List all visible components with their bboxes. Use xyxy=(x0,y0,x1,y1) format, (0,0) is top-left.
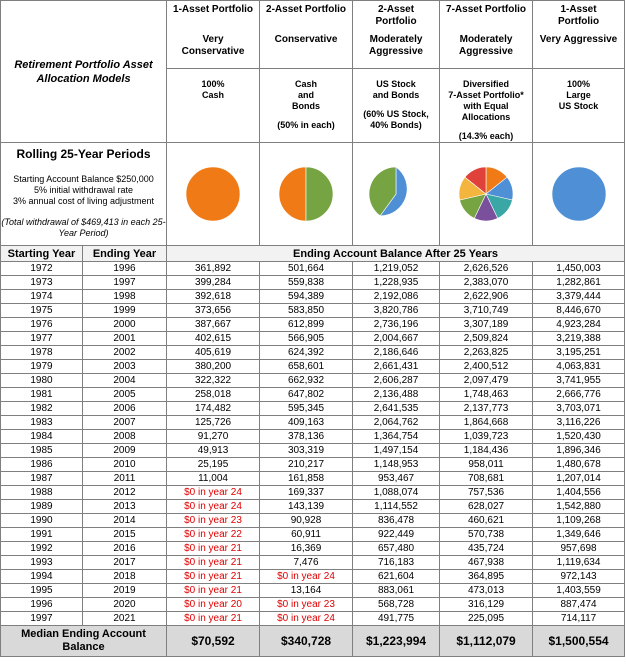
balance-cell: 1,109,268 xyxy=(533,514,625,528)
portfolio-header-5 xyxy=(533,1,625,143)
portfolio-header-3 xyxy=(353,1,440,143)
balance-cell: 1,349,646 xyxy=(533,528,625,542)
ending-year-cell: 1996 xyxy=(83,262,167,276)
portfolio-name: 7-Asset Portfolio xyxy=(446,4,527,15)
portfolio-note: (14.3% each) xyxy=(458,131,514,141)
balance-cell: 3,741,955 xyxy=(533,374,625,388)
ending-year-cell: 2005 xyxy=(83,388,167,402)
ending-year-cell: 2007 xyxy=(83,416,167,430)
balance-cell: 11,004 xyxy=(167,472,260,486)
balance-cell: 1,207,014 xyxy=(533,472,625,486)
pie-chart-5 xyxy=(549,164,609,224)
ending-year-cell: 2015 xyxy=(83,528,167,542)
pie-chart-3 xyxy=(366,164,426,224)
pie-chart-1 xyxy=(183,164,243,224)
table-row xyxy=(1,612,625,626)
portfolio-description-line: Allocations xyxy=(461,112,511,122)
balance-cell: 3,703,071 xyxy=(533,402,625,416)
balance-cell: 2,400,512 xyxy=(440,360,533,374)
portfolio-description-line: 100% xyxy=(201,79,225,89)
balance-cell: 13,164 xyxy=(260,584,353,598)
table-row xyxy=(1,388,625,402)
starting-year-cell: 1996 xyxy=(1,598,83,612)
col-starting-year: Starting Year xyxy=(1,246,83,262)
balance-cell: 953,467 xyxy=(353,472,440,486)
balance-cell: 2,661,431 xyxy=(353,360,440,374)
starting-year-cell: 1995 xyxy=(1,584,83,598)
balance-cell: 373,656 xyxy=(167,304,260,318)
balance-cell: $0 in year 22 xyxy=(167,528,260,542)
balance-cell: 25,195 xyxy=(167,458,260,472)
balance-cell: 364,895 xyxy=(440,570,533,584)
rolling-periods-cell xyxy=(1,143,167,246)
ending-year-cell: 2012 xyxy=(83,486,167,500)
balance-cell: 1,148,953 xyxy=(353,458,440,472)
balance-cell: 612,899 xyxy=(260,318,353,332)
col-ending-year: Ending Year xyxy=(83,246,167,262)
ending-year-cell: 2009 xyxy=(83,444,167,458)
balance-cell: 174,482 xyxy=(167,402,260,416)
balance-cell: 399,284 xyxy=(167,276,260,290)
balance-cell: 2,626,526 xyxy=(440,262,533,276)
starting-year-cell: 1975 xyxy=(1,304,83,318)
balance-cell: 1,282,861 xyxy=(533,276,625,290)
portfolio-description xyxy=(440,68,532,142)
balance-cell: 836,478 xyxy=(353,514,440,528)
starting-year-cell: 1972 xyxy=(1,262,83,276)
pie-chart-2 xyxy=(276,164,336,224)
portfolio-description xyxy=(533,68,624,112)
starting-year-cell: 1988 xyxy=(1,486,83,500)
pie-cell-1 xyxy=(167,143,260,246)
balance-cell: 2,186,646 xyxy=(353,346,440,360)
ending-year-cell: 2014 xyxy=(83,514,167,528)
balance-cell: 3,379,444 xyxy=(533,290,625,304)
portfolio-note: (60% US Stock, 40% Bonds) xyxy=(363,109,429,130)
portfolio-description-line: US Stock xyxy=(558,101,599,111)
ending-year-cell: 2020 xyxy=(83,598,167,612)
portfolio-description-line: Cash xyxy=(202,90,225,100)
portfolio-description-line: with Equal xyxy=(463,101,509,111)
balance-cell: $0 in year 24 xyxy=(260,570,353,584)
portfolio-header-2 xyxy=(260,1,353,143)
balance-cell: 392,618 xyxy=(167,290,260,304)
balance-cell: 161,858 xyxy=(260,472,353,486)
balance-cell: 662,932 xyxy=(260,374,353,388)
balance-cell: 2,736,196 xyxy=(353,318,440,332)
ending-year-cell: 2011 xyxy=(83,472,167,486)
starting-year-cell: 1979 xyxy=(1,360,83,374)
table-row xyxy=(1,500,625,514)
balance-cell: 225,095 xyxy=(440,612,533,626)
balance-cell: 2,622,906 xyxy=(440,290,533,304)
balance-cell: 957,698 xyxy=(533,542,625,556)
ending-year-cell: 2001 xyxy=(83,332,167,346)
balance-cell: 60,911 xyxy=(260,528,353,542)
starting-year-cell: 1978 xyxy=(1,346,83,360)
balance-cell: 435,724 xyxy=(440,542,533,556)
balance-cell: $0 in year 24 xyxy=(167,500,260,514)
balance-cell: 2,064,762 xyxy=(353,416,440,430)
table-row xyxy=(1,430,625,444)
balance-cell: 1,228,935 xyxy=(353,276,440,290)
balance-cell: 210,217 xyxy=(260,458,353,472)
balance-cell: 2,666,776 xyxy=(533,388,625,402)
median-value: $1,223,994 xyxy=(353,626,440,657)
balance-cell: 1,480,678 xyxy=(533,458,625,472)
balance-cell: 460,621 xyxy=(440,514,533,528)
median-value: $340,728 xyxy=(260,626,353,657)
balance-cell: 467,938 xyxy=(440,556,533,570)
balance-cell: 1,039,723 xyxy=(440,430,533,444)
portfolio-risk: Conservative xyxy=(274,34,338,45)
portfolio-header-1 xyxy=(167,1,260,143)
data-rows xyxy=(1,262,625,626)
starting-year-cell: 1987 xyxy=(1,472,83,486)
table-row xyxy=(1,290,625,304)
table-row xyxy=(1,486,625,500)
balance-cell: 409,163 xyxy=(260,416,353,430)
portfolio-risk: Moderately Aggressive xyxy=(459,34,513,57)
balance-cell: 1,748,463 xyxy=(440,388,533,402)
balance-cell: 1,403,559 xyxy=(533,584,625,598)
balance-cell: 1,542,880 xyxy=(533,500,625,514)
balance-cell: 1,450,003 xyxy=(533,262,625,276)
balance-cell: 3,116,226 xyxy=(533,416,625,430)
balance-cell: 1,364,754 xyxy=(353,430,440,444)
balance-cell: 405,619 xyxy=(167,346,260,360)
balance-cell: 624,392 xyxy=(260,346,353,360)
ending-year-cell: 2019 xyxy=(83,584,167,598)
balance-cell: 658,601 xyxy=(260,360,353,374)
balance-cell: 621,604 xyxy=(353,570,440,584)
rolling-title: Rolling 25-Year Periods xyxy=(16,147,151,161)
starting-year-cell: 1980 xyxy=(1,374,83,388)
col-ending-balance: Ending Account Balance After 25 Years xyxy=(167,246,625,262)
balance-cell: 708,681 xyxy=(440,472,533,486)
balance-cell: 2,383,070 xyxy=(440,276,533,290)
table-row xyxy=(1,416,625,430)
balance-cell: 647,802 xyxy=(260,388,353,402)
balance-cell: 1,404,556 xyxy=(533,486,625,500)
balance-cell: 1,896,346 xyxy=(533,444,625,458)
balance-cell: 883,061 xyxy=(353,584,440,598)
portfolio-description-line: 7-Asset Portfolio* xyxy=(448,90,524,100)
portfolio-description-line: Diversified xyxy=(463,79,510,89)
balance-cell: 1,864,668 xyxy=(440,416,533,430)
ending-year-cell: 2018 xyxy=(83,570,167,584)
balance-cell: 1,497,154 xyxy=(353,444,440,458)
median-value: $1,112,079 xyxy=(440,626,533,657)
balance-cell: 402,615 xyxy=(167,332,260,346)
balance-cell: $0 in year 23 xyxy=(260,598,353,612)
pie-slice-bonds xyxy=(306,167,333,221)
starting-year-cell: 1992 xyxy=(1,542,83,556)
rolling-note: (Total withdrawal of $469,413 in each 25-Year Period) xyxy=(1,217,166,238)
balance-cell: 91,270 xyxy=(167,430,260,444)
portfolio-description-line: and Bonds xyxy=(372,90,420,100)
table-row xyxy=(1,584,625,598)
ending-year-cell: 2016 xyxy=(83,542,167,556)
starting-year-cell: 1985 xyxy=(1,444,83,458)
balance-cell: 628,027 xyxy=(440,500,533,514)
starting-year-cell: 1973 xyxy=(1,276,83,290)
ending-year-cell: 2002 xyxy=(83,346,167,360)
table-row xyxy=(1,472,625,486)
table-row xyxy=(1,570,625,584)
balance-cell: $0 in year 24 xyxy=(167,486,260,500)
pie-cell-4 xyxy=(440,143,533,246)
median-row xyxy=(1,626,625,657)
table-row xyxy=(1,598,625,612)
portfolio-risk: Very Conservative xyxy=(181,34,245,57)
balance-cell: 657,480 xyxy=(353,542,440,556)
portfolio-description-line: and xyxy=(298,90,315,100)
table-row xyxy=(1,514,625,528)
balance-cell: 1,088,074 xyxy=(353,486,440,500)
table-row xyxy=(1,556,625,570)
table-row xyxy=(1,332,625,346)
ending-year-cell: 2000 xyxy=(83,318,167,332)
ending-year-cell: 2013 xyxy=(83,500,167,514)
balance-cell: 1,119,634 xyxy=(533,556,625,570)
balance-cell: 1,184,436 xyxy=(440,444,533,458)
table-row xyxy=(1,374,625,388)
balance-cell: 491,775 xyxy=(353,612,440,626)
balance-cell: 4,063,831 xyxy=(533,360,625,374)
pie-cell-2 xyxy=(260,143,353,246)
portfolio-description-line: 100% xyxy=(567,79,591,89)
table-row xyxy=(1,346,625,360)
starting-year-cell: 1990 xyxy=(1,514,83,528)
portfolio-description-line: US Stock xyxy=(376,79,416,89)
balance-cell: $0 in year 21 xyxy=(167,556,260,570)
balance-cell: 583,850 xyxy=(260,304,353,318)
balance-cell: 3,219,388 xyxy=(533,332,625,346)
portfolio-description-line: Large xyxy=(566,90,591,100)
table-row xyxy=(1,528,625,542)
table-row xyxy=(1,304,625,318)
balance-cell: 143,139 xyxy=(260,500,353,514)
balance-cell: 972,143 xyxy=(533,570,625,584)
median-value: $70,592 xyxy=(167,626,260,657)
median-value: $1,500,554 xyxy=(533,626,625,657)
balance-cell: 8,446,670 xyxy=(533,304,625,318)
balance-cell: 16,369 xyxy=(260,542,353,556)
ending-year-cell: 2021 xyxy=(83,612,167,626)
balance-cell: $0 in year 21 xyxy=(167,542,260,556)
balance-cell: 380,200 xyxy=(167,360,260,374)
starting-year-cell: 1977 xyxy=(1,332,83,346)
starting-year-cell: 1993 xyxy=(1,556,83,570)
ending-year-cell: 2003 xyxy=(83,360,167,374)
table-row xyxy=(1,402,625,416)
balance-cell: 559,838 xyxy=(260,276,353,290)
balance-cell: 361,892 xyxy=(167,262,260,276)
balance-cell: 387,667 xyxy=(167,318,260,332)
balance-cell: 922,449 xyxy=(353,528,440,542)
balance-cell: 757,536 xyxy=(440,486,533,500)
ending-year-cell: 2006 xyxy=(83,402,167,416)
balance-cell: 958,011 xyxy=(440,458,533,472)
ending-year-cell: 2017 xyxy=(83,556,167,570)
pie-cell-3 xyxy=(353,143,440,246)
table-row xyxy=(1,444,625,458)
pie-chart-4 xyxy=(456,164,516,224)
starting-year-cell: 1981 xyxy=(1,388,83,402)
balance-cell: 322,322 xyxy=(167,374,260,388)
balance-cell: 2,641,535 xyxy=(353,402,440,416)
ending-year-cell: 2010 xyxy=(83,458,167,472)
balance-cell: $0 in year 21 xyxy=(167,584,260,598)
rolling-line-3: 3% annual cost of living adjustment xyxy=(12,196,155,206)
portfolio-description-line: Bonds xyxy=(292,101,321,111)
balance-cell: 2,004,667 xyxy=(353,332,440,346)
balance-cell: 2,136,488 xyxy=(353,388,440,402)
balance-cell: 90,928 xyxy=(260,514,353,528)
balance-cell: 570,738 xyxy=(440,528,533,542)
balance-cell: 566,905 xyxy=(260,332,353,346)
column-header-row xyxy=(1,246,625,262)
balance-cell: 378,136 xyxy=(260,430,353,444)
balance-cell: 7,476 xyxy=(260,556,353,570)
balance-cell: 473,013 xyxy=(440,584,533,598)
balance-cell: 2,192,086 xyxy=(353,290,440,304)
starting-year-cell: 1986 xyxy=(1,458,83,472)
table-row xyxy=(1,458,625,472)
rolling-line-2: 5% initial withdrawal rate xyxy=(33,185,134,195)
portfolio-name: 2-Asset Portfolio xyxy=(375,4,417,27)
balance-cell: 594,389 xyxy=(260,290,353,304)
starting-year-cell: 1997 xyxy=(1,612,83,626)
ending-year-cell: 2004 xyxy=(83,374,167,388)
ending-year-cell: 1998 xyxy=(83,290,167,304)
balance-cell: 568,728 xyxy=(353,598,440,612)
ending-year-cell: 1999 xyxy=(83,304,167,318)
portfolio-description-line: Cash xyxy=(295,79,318,89)
starting-year-cell: 1984 xyxy=(1,430,83,444)
balance-cell: 2,137,773 xyxy=(440,402,533,416)
portfolio-description xyxy=(353,68,439,131)
balance-cell: 2,097,479 xyxy=(440,374,533,388)
table-row xyxy=(1,262,625,276)
balance-cell: 501,664 xyxy=(260,262,353,276)
portfolio-risk: Very Aggressive xyxy=(539,34,618,45)
pie-slice-cash xyxy=(186,167,240,221)
table-row xyxy=(1,542,625,556)
portfolio-header-4 xyxy=(440,1,533,143)
balance-cell: 1,114,552 xyxy=(353,500,440,514)
portfolio-description xyxy=(167,68,259,101)
balance-cell: 887,474 xyxy=(533,598,625,612)
balance-cell: $0 in year 21 xyxy=(167,570,260,584)
balance-cell: 3,820,786 xyxy=(353,304,440,318)
balance-cell: $0 in year 21 xyxy=(167,612,260,626)
median-label: Median Ending Account Balance xyxy=(1,626,167,657)
pie-cell-5 xyxy=(533,143,625,246)
balance-cell: 714,117 xyxy=(533,612,625,626)
ending-year-cell: 2008 xyxy=(83,430,167,444)
balance-cell: 2,509,824 xyxy=(440,332,533,346)
balance-cell: 125,726 xyxy=(167,416,260,430)
balance-cell: 316,129 xyxy=(440,598,533,612)
balance-cell: 595,345 xyxy=(260,402,353,416)
starting-year-cell: 1983 xyxy=(1,416,83,430)
table-row xyxy=(1,318,625,332)
rolling-line-1: Starting Account Balance $250,000 xyxy=(13,174,154,184)
balance-cell: $0 in year 24 xyxy=(260,612,353,626)
portfolio-name: 2-Asset Portfolio xyxy=(266,4,347,15)
table-row xyxy=(1,276,625,290)
pie-slice-large-us-stock xyxy=(552,167,606,221)
balance-cell: 2,606,287 xyxy=(353,374,440,388)
portfolio-note: (50% in each) xyxy=(277,120,335,130)
portfolio-description xyxy=(260,68,352,131)
balance-cell: 3,307,189 xyxy=(440,318,533,332)
pie-slice-cash xyxy=(279,167,306,221)
starting-year-cell: 1989 xyxy=(1,500,83,514)
balance-cell: 303,319 xyxy=(260,444,353,458)
pie-row xyxy=(1,143,625,246)
balance-cell: 3,195,251 xyxy=(533,346,625,360)
balance-cell: 169,337 xyxy=(260,486,353,500)
balance-cell: 1,520,430 xyxy=(533,430,625,444)
balance-cell: 1,219,052 xyxy=(353,262,440,276)
header-row xyxy=(1,1,625,143)
balance-cell: 4,923,284 xyxy=(533,318,625,332)
starting-year-cell: 1974 xyxy=(1,290,83,304)
table-title: Retirement Portfolio Asset Allocation Models xyxy=(1,1,167,143)
portfolio-risk: Moderately Aggressive xyxy=(369,34,423,57)
starting-year-cell: 1991 xyxy=(1,528,83,542)
starting-year-cell: 1976 xyxy=(1,318,83,332)
balance-cell: 716,183 xyxy=(353,556,440,570)
portfolio-name: 1-Asset Portfolio xyxy=(173,4,254,15)
balance-cell: 49,913 xyxy=(167,444,260,458)
table-row xyxy=(1,360,625,374)
balance-cell: 3,710,749 xyxy=(440,304,533,318)
starting-year-cell: 1982 xyxy=(1,402,83,416)
balance-cell: 2,263,825 xyxy=(440,346,533,360)
portfolio-name: 1-Asset Portfolio xyxy=(557,4,600,27)
ending-year-cell: 1997 xyxy=(83,276,167,290)
starting-year-cell: 1994 xyxy=(1,570,83,584)
balance-cell: $0 in year 20 xyxy=(167,598,260,612)
balance-cell: 258,018 xyxy=(167,388,260,402)
balance-cell: $0 in year 23 xyxy=(167,514,260,528)
